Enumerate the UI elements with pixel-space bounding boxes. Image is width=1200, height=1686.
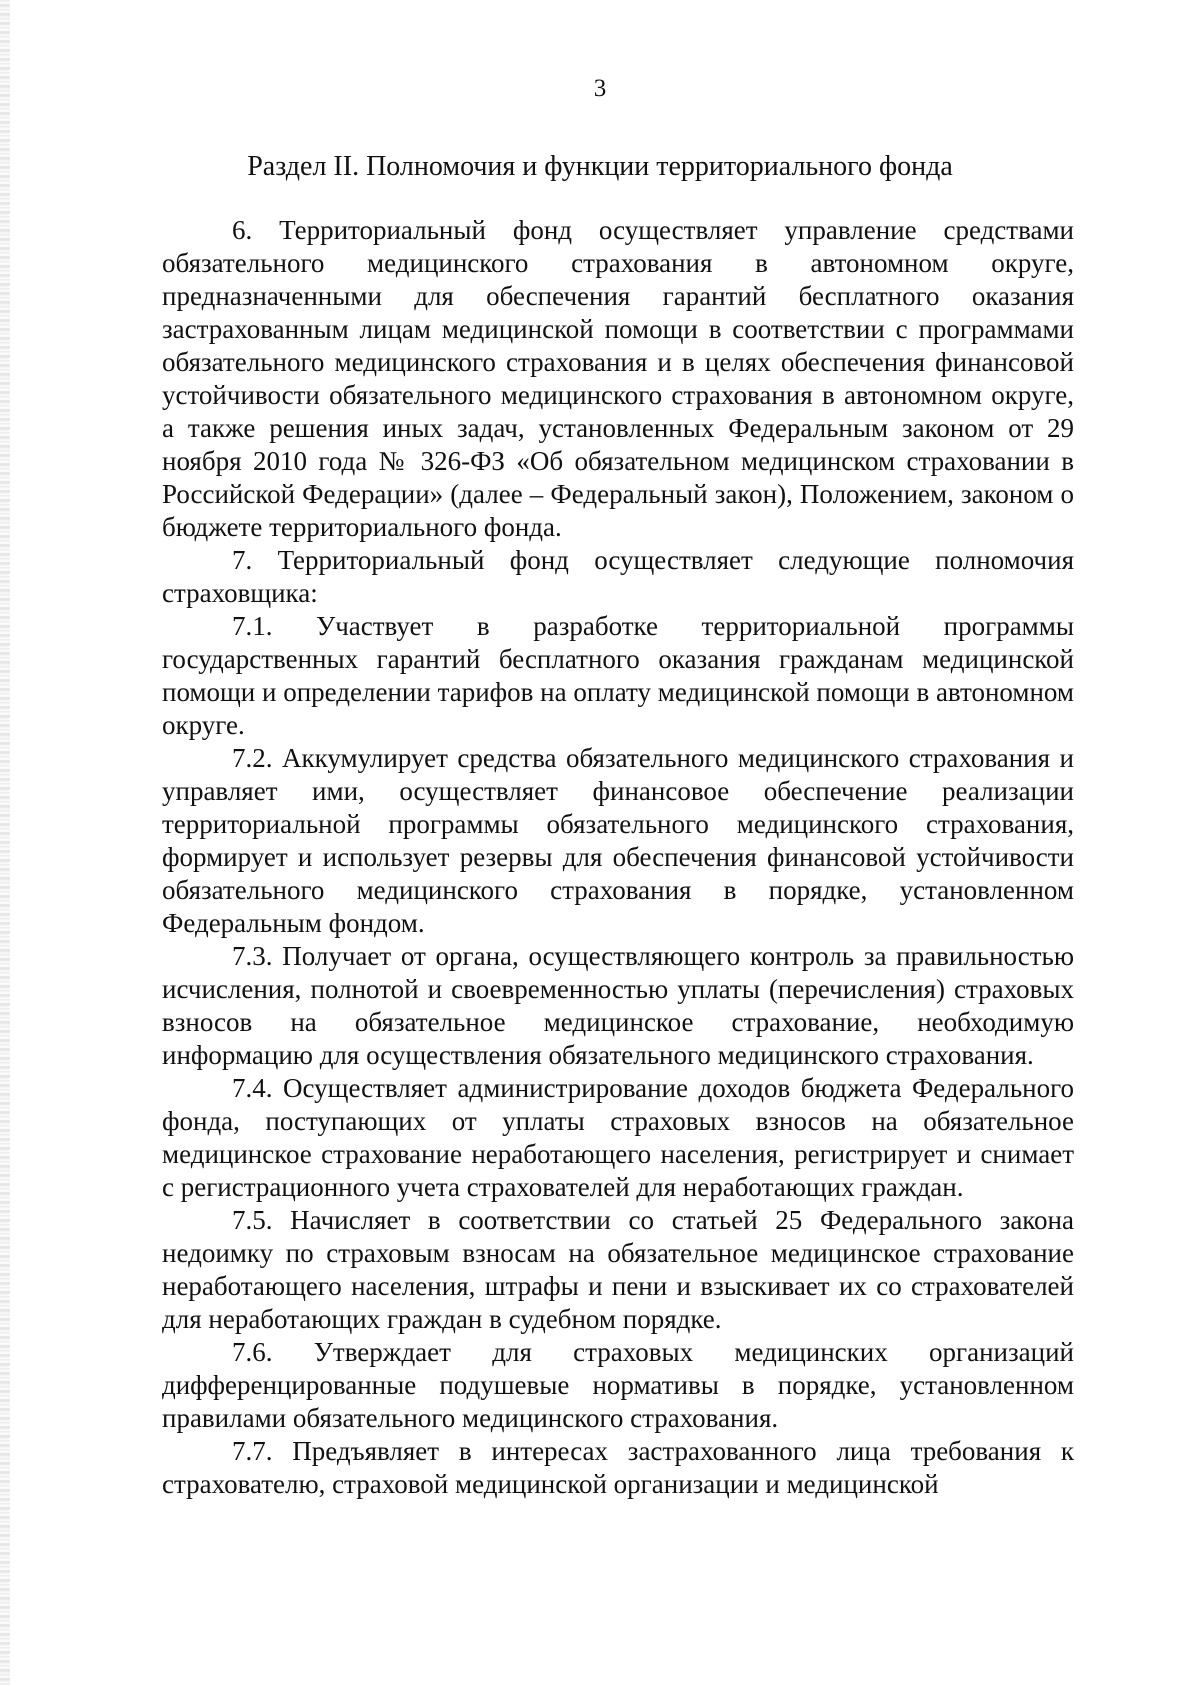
paragraph-7-5: 7.5. Начисляет в соответствии со статьей 25 Федерального закона недоимку по страховым взносам на обязательное медицинское страхование неработающего населения, штрафы и пени и взыскивает их со страхователей для неработающих граждан в судебном порядке. [162, 1205, 1074, 1334]
paragraph-7-2: 7.2. Аккумулирует средства обязательного медицинского страхования и управляет ими, осуществляет финансовое обеспечение реализации территориальной программы обязательного медицинского страхования, формирует и использует резервы для обеспечения финансовой устойчивости обязательного медицинского страхования в порядке, установленном Федеральным фондом. [162, 743, 1074, 938]
paragraph-7: 7. Территориальный фонд осуществляет следующие полномочия страховщика: [162, 545, 1074, 608]
page-number: 3 [593, 75, 607, 102]
paragraph-7-3: 7.3. Получает от органа, осуществляющего контроль за правильностью исчисления, полнотой и своевременностью уплаты (перечисления) страховых взносов на обязательное медицинское страхование, необходимую информацию для осуществления обязательного медицинского страхования. [162, 941, 1074, 1070]
paragraph-7-6: 7.6. Утверждает для страховых медицинских организаций дифференцированные подушевые нормативы в порядке, установленном правилами обязательного медицинского страхования. [162, 1337, 1074, 1433]
section-title: Раздел II. Полномочия и функции территориального фонда [247, 151, 953, 182]
document-body [162, 214, 1074, 1501]
paragraph-7-7: 7.7. Предъявляет в интересах застрахованного лица требования к страхователю, страховой медицинской организации и медицинской [162, 1436, 1074, 1499]
paragraph-7-4: 7.4. Осуществляет администрирование доходов бюджета Федерального фонда, поступающих от уплаты страховых взносов на обязательное медицинское страхование неработающего населения, регистрирует и снимает с регистрационного учета страхователей для неработающих граждан. [162, 1073, 1074, 1202]
paragraph-6: 6. Территориальный фонд осуществляет управление средствами обязательного медицинского страхования в автономном округе, предназначенными для обеспечения гарантий бесплатного оказания застрахованным лицам медицинской помощи в соответствии с программами обязательного медицинского страхования и в целях обеспечения финансовой устойчивости обязательного медицинского страхования в автономном округе, а также решения иных задач, установленных Федеральным законом от 29 ноября 2010 года № 326-ФЗ «Об обязательном медицинском страховании в Российской Федерации» (далее – Федеральный закон), Положением, законом о бюджете территориального фонда. [162, 215, 1074, 542]
scan-edge-shadow [0, 0, 10, 1686]
paragraph-7-1: 7.1. Участвует в разработке территориальной программы государственных гарантий бесплатного оказания гражданам медицинской помощи и определении тарифов на оплату медицинской помощи в автономном округе. [162, 611, 1074, 740]
